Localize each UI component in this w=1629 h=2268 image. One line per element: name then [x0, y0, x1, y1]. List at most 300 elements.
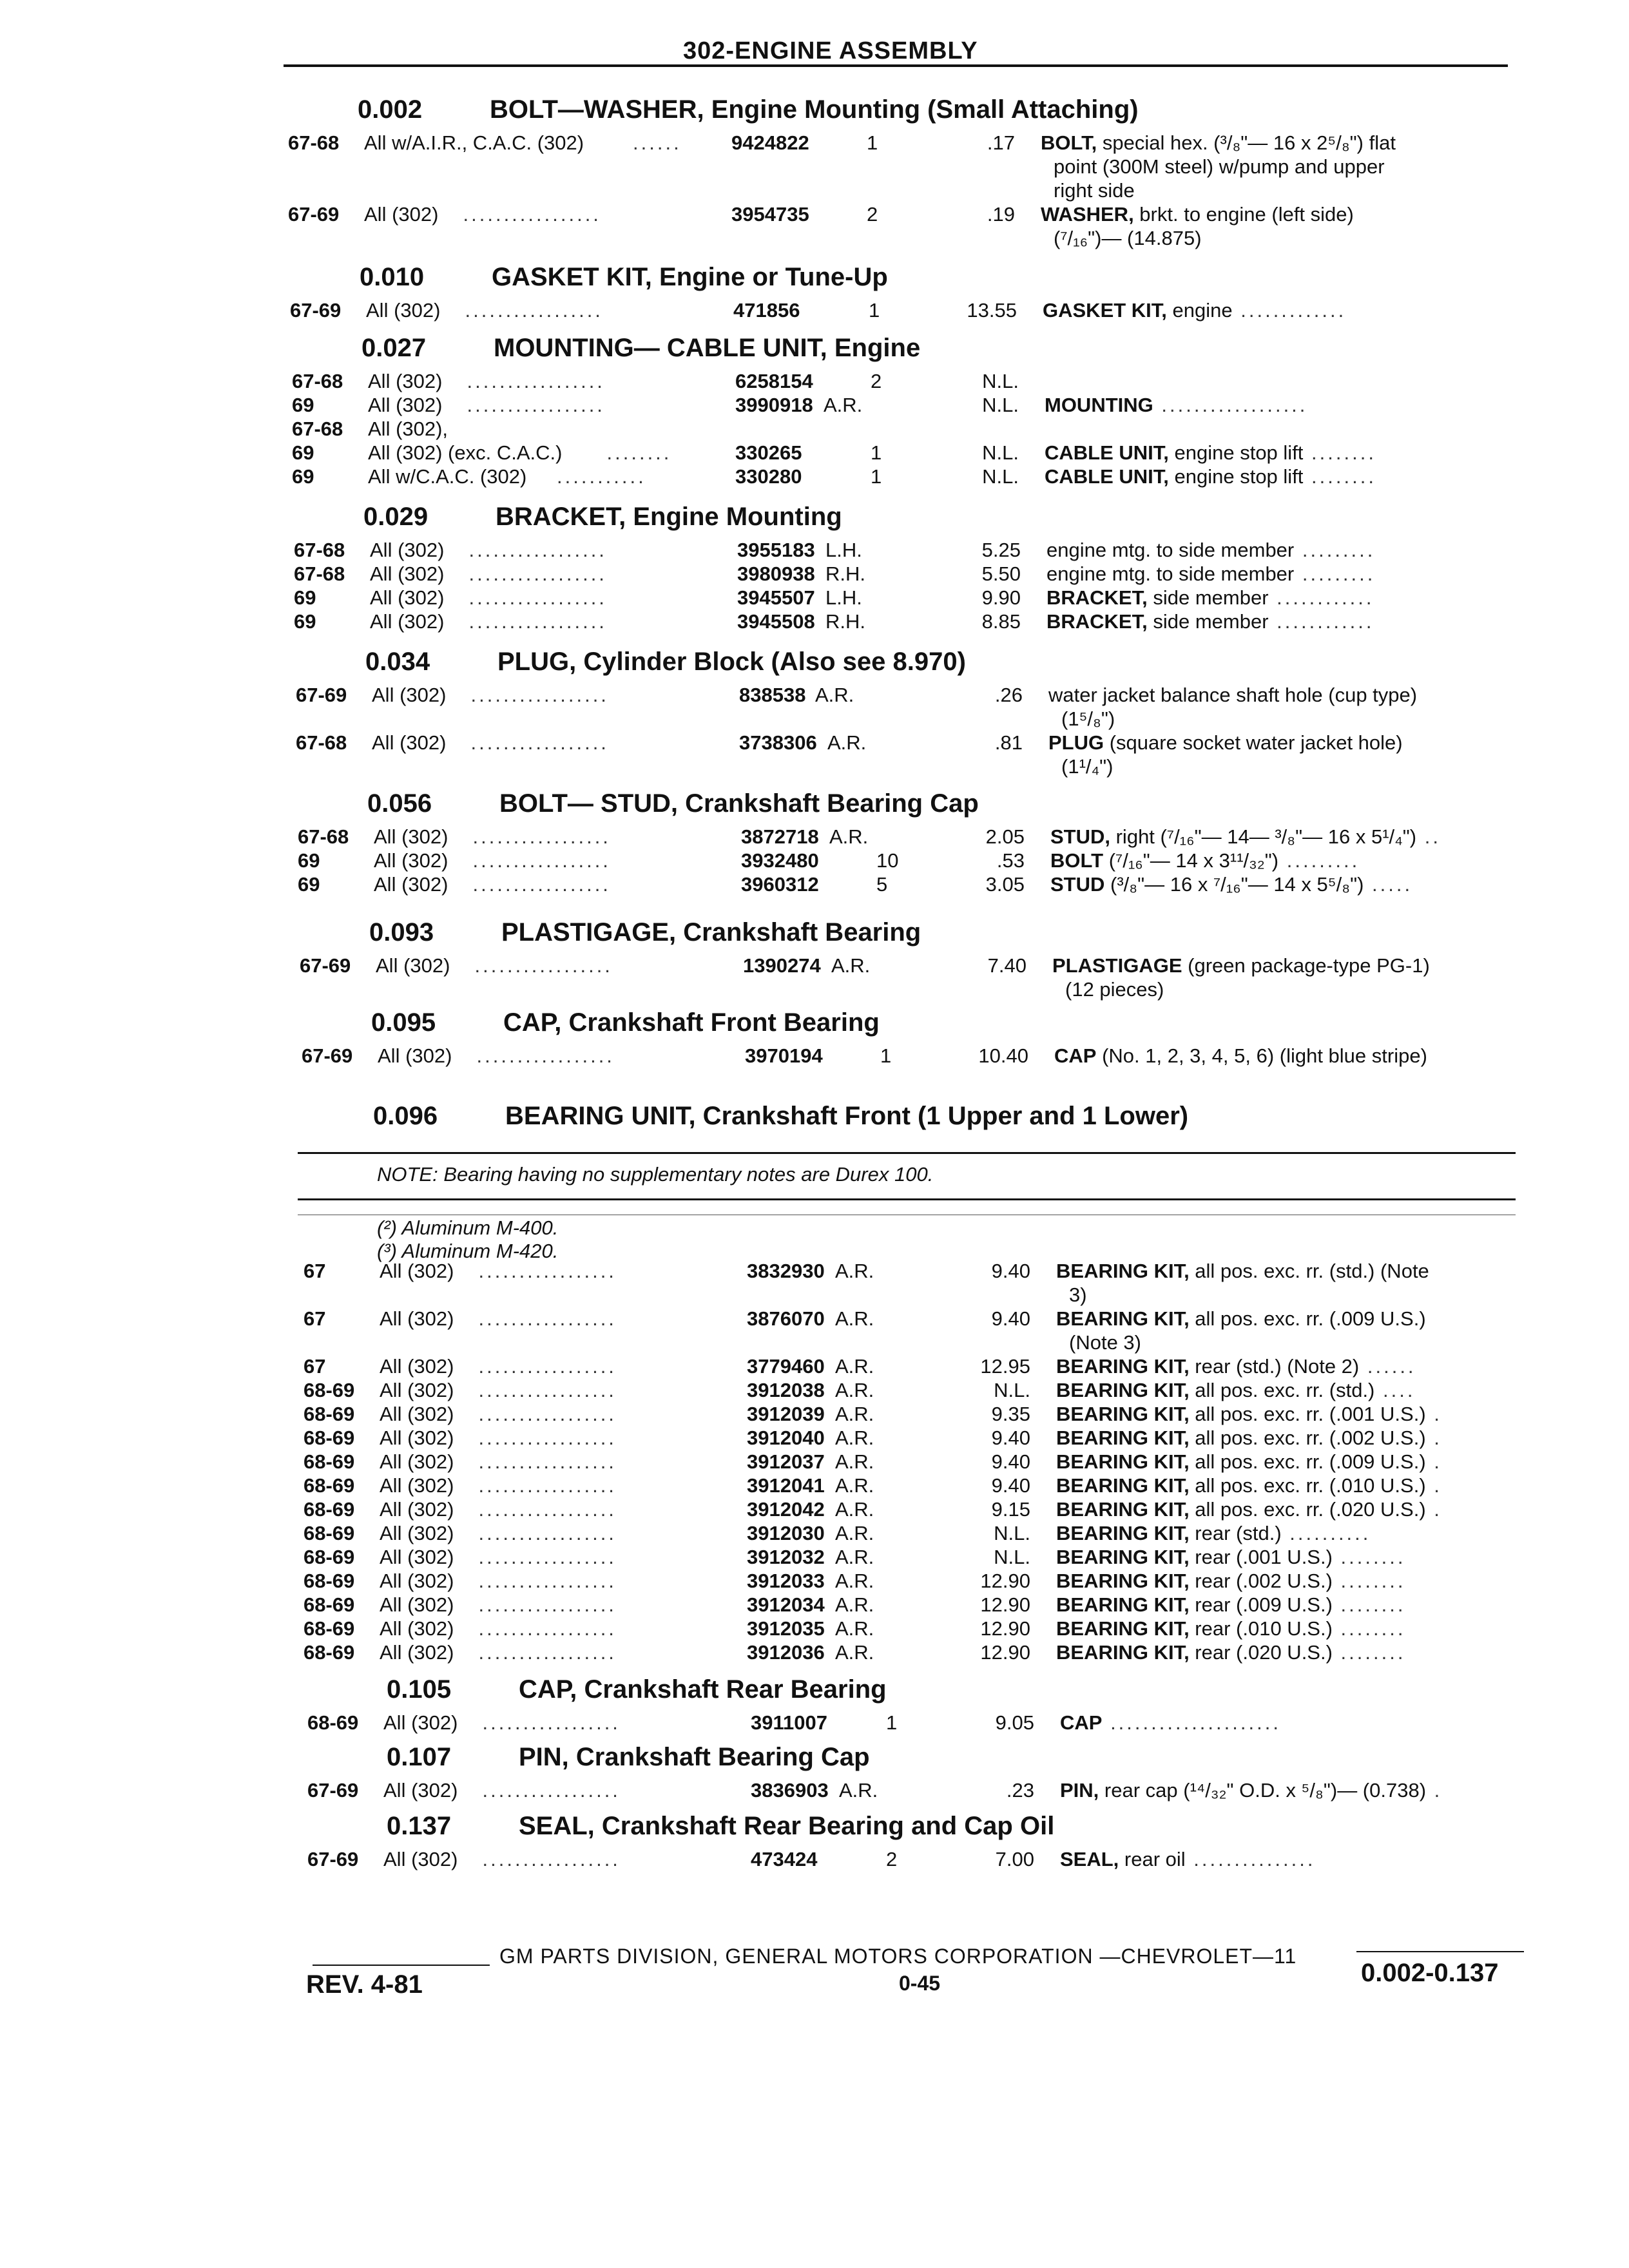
- list-price: .17: [987, 131, 1015, 154]
- model-year: 67-68: [298, 825, 349, 848]
- quantity: 2: [871, 370, 882, 392]
- description-keyword: MOUNTING: [1045, 394, 1153, 416]
- part-number: 3990918: [735, 394, 813, 416]
- leader-dots: .................: [467, 370, 605, 392]
- description-keyword: CAP: [1054, 1044, 1097, 1067]
- description: [1056, 1307, 1426, 1331]
- description: [1060, 1711, 1281, 1735]
- description-continuation: [0, 155, 1629, 181]
- description-keyword: PIN,: [1060, 1779, 1099, 1802]
- table-row: [0, 562, 1629, 588]
- table-row: [0, 610, 1629, 636]
- description-keyword: CABLE UNIT,: [1045, 465, 1169, 488]
- quantity: 5: [876, 873, 888, 896]
- description-text: right side: [1054, 179, 1135, 202]
- model-year: 67: [304, 1260, 326, 1282]
- leader-dots: .................: [478, 1498, 617, 1521]
- leader-dots: ........: [1332, 1546, 1406, 1568]
- description-text: (³/₈"— 16 x ⁷/₁₆"— 14 x 5⁵/₈"): [1104, 873, 1364, 896]
- list-price: 8.85: [981, 610, 1021, 633]
- part-number: 9424822: [731, 131, 809, 154]
- quantity: A.R.: [835, 1641, 874, 1664]
- description: [1056, 1260, 1429, 1283]
- quantity: A.R.: [835, 1522, 874, 1544]
- list-price: 12.95: [980, 1355, 1030, 1378]
- leader-dots: ........: [1332, 1593, 1406, 1616]
- table-row: [0, 1779, 1629, 1805]
- list-price: 13.55: [967, 299, 1017, 322]
- list-price: 9.40: [991, 1427, 1030, 1449]
- model-year: 67-69: [290, 299, 342, 322]
- quantity: 10: [876, 849, 899, 872]
- section-number: 0.029: [363, 503, 429, 531]
- section-title: CAP, Crankshaft Rear Bearing: [519, 1675, 887, 1704]
- leader-dots: .................: [478, 1307, 617, 1330]
- quantity: L.H.: [825, 586, 862, 609]
- part-number: 3912039: [747, 1403, 825, 1425]
- section-heading: [387, 1812, 1054, 1841]
- application: All (302): [368, 394, 443, 416]
- list-price: 7.40: [987, 954, 1027, 977]
- description: [1056, 1450, 1442, 1474]
- description-keyword: SEAL,: [1060, 1848, 1119, 1870]
- application: All (302): [380, 1307, 454, 1330]
- application: All (302): [374, 849, 448, 872]
- application: All (302): [374, 825, 448, 848]
- application: All (302): [366, 299, 441, 322]
- description-text: all pos. exc. rr. (.020 U.S.): [1189, 1498, 1426, 1521]
- leader-dots: .: [1425, 1498, 1442, 1521]
- list-price: 9.05: [995, 1711, 1034, 1734]
- list-price: 9.35: [991, 1403, 1030, 1425]
- part-number: 838538: [739, 684, 806, 706]
- description: [1046, 562, 1375, 586]
- part-number: 3912042: [747, 1498, 825, 1521]
- leader-dots: ........: [1332, 1641, 1406, 1664]
- model-year: 69: [294, 610, 316, 633]
- leader-dots: ..........: [1281, 1522, 1371, 1544]
- quantity: A.R.: [829, 825, 869, 848]
- application: All (302): [380, 1593, 454, 1616]
- description-text: rear (.001 U.S.): [1189, 1546, 1333, 1568]
- model-year: 68-69: [304, 1522, 355, 1544]
- description: [1056, 1570, 1405, 1593]
- description-text: (12 pieces): [1065, 978, 1164, 1001]
- description: [1056, 1355, 1416, 1378]
- description-text: (Note 3): [1069, 1331, 1141, 1354]
- description: [1043, 299, 1346, 322]
- description-keyword: BEARING KIT,: [1056, 1260, 1190, 1282]
- part-number: 3954735: [731, 203, 809, 226]
- leader-dots: .................: [470, 684, 609, 706]
- section-number: 0.002: [358, 95, 423, 124]
- leader-dots: .................: [478, 1403, 617, 1425]
- application: All (302): [380, 1617, 454, 1640]
- leader-dots: .................: [478, 1593, 617, 1616]
- section-title: MOUNTING— CABLE UNIT, Engine: [494, 334, 921, 362]
- leader-dots: .................: [468, 586, 607, 609]
- list-price: 12.90: [980, 1570, 1030, 1592]
- section-number: 0.034: [365, 648, 430, 676]
- section-title: PIN, Crankshaft Bearing Cap: [519, 1743, 870, 1771]
- leader-dots: .................: [478, 1379, 617, 1401]
- leader-dots: ..................: [1153, 394, 1308, 416]
- quantity: 2: [886, 1848, 898, 1870]
- description-text: rear (.002 U.S.): [1189, 1570, 1333, 1592]
- description: [1050, 873, 1412, 896]
- application: All (302): [368, 370, 443, 392]
- model-year: 67-68: [292, 370, 343, 392]
- table-row: [0, 1522, 1629, 1548]
- part-number: 3955183: [737, 539, 815, 561]
- leader-dots: ........: [1303, 441, 1376, 464]
- description-keyword: BEARING KIT,: [1056, 1379, 1190, 1401]
- table-row: [0, 539, 1629, 564]
- section-number: 0.027: [361, 334, 427, 362]
- description: [1045, 441, 1376, 465]
- section-heading: [371, 1008, 880, 1037]
- list-price: 3.05: [985, 873, 1025, 896]
- quantity: L.H.: [825, 539, 862, 561]
- section-title: GASKET KIT, Engine or Tune-Up: [492, 263, 888, 291]
- leader-dots: .................: [472, 825, 611, 848]
- section-number: 0.096: [373, 1102, 438, 1130]
- list-price: N.L.: [982, 441, 1019, 464]
- table-row: [0, 418, 1629, 443]
- description-text: engine: [1166, 299, 1233, 322]
- table-row: [0, 1260, 1629, 1285]
- page-title: 302-ENGINE ASSEMBLY: [683, 37, 978, 64]
- section-number: 0.093: [369, 918, 434, 947]
- part-number: 330265: [735, 441, 802, 464]
- part-number: 3876070: [747, 1307, 825, 1330]
- model-year: 67-69: [288, 203, 340, 226]
- application: All (302): [380, 1522, 454, 1544]
- description-keyword: BEARING KIT,: [1056, 1498, 1190, 1521]
- description-keyword: BEARING KIT,: [1056, 1355, 1190, 1378]
- description-keyword: BOLT: [1050, 849, 1104, 872]
- description-text: all pos. exc. rr. (.009 U.S.): [1189, 1450, 1426, 1473]
- list-price: N.L.: [994, 1546, 1030, 1568]
- description-continuation: [0, 1331, 1629, 1357]
- leader-dots: .................: [478, 1427, 617, 1449]
- application: All (302): [372, 731, 447, 754]
- description-keyword: BEARING KIT,: [1056, 1570, 1190, 1592]
- section-number: 0.010: [360, 263, 425, 291]
- leader-dots: .....................: [1102, 1711, 1281, 1734]
- application: All (302) (exc. C.A.C.): [368, 441, 563, 464]
- list-price: 2.05: [985, 825, 1025, 848]
- model-year: 68-69: [304, 1474, 355, 1497]
- list-price: 12.90: [980, 1593, 1030, 1616]
- part-number: 3912032: [747, 1546, 825, 1568]
- application: All (302): [380, 1403, 454, 1425]
- table-row: [0, 1570, 1629, 1595]
- part-number: 3980938: [737, 562, 815, 585]
- application: All (302): [380, 1450, 454, 1473]
- quantity: A.R.: [824, 394, 863, 416]
- quantity: A.R.: [827, 731, 867, 754]
- table-row: [0, 1307, 1629, 1333]
- model-year: 68-69: [304, 1498, 355, 1521]
- table-row: [0, 203, 1629, 229]
- description-text: 3): [1069, 1283, 1087, 1306]
- part-number: 3912030: [747, 1522, 825, 1544]
- section-title: PLASTIGAGE, Crankshaft Bearing: [501, 918, 921, 947]
- section-title: SEAL, Crankshaft Rear Bearing and Cap Oil: [519, 1812, 1055, 1840]
- leader-dots: ........: [1332, 1570, 1406, 1592]
- description-keyword: BEARING KIT,: [1056, 1522, 1190, 1544]
- model-year: 67-69: [300, 954, 351, 977]
- quantity: 1: [869, 299, 880, 322]
- list-price: 7.00: [995, 1848, 1034, 1870]
- description-text: (green package-type PG-1): [1182, 954, 1430, 977]
- list-price: N.L.: [994, 1522, 1030, 1544]
- section-title: BEARING UNIT, Crankshaft Front (1 Upper and 1 Lower): [505, 1102, 1189, 1130]
- model-year: 69: [294, 586, 316, 609]
- leader-dots: ...........: [557, 465, 646, 488]
- list-price: N.L.: [982, 394, 1019, 416]
- description: [1060, 1848, 1315, 1871]
- description: [1050, 825, 1441, 849]
- description: [1056, 1403, 1442, 1426]
- description-text: side member: [1147, 610, 1269, 633]
- model-year: 67: [304, 1307, 326, 1330]
- quantity: 2: [867, 203, 878, 226]
- quantity: A.R.: [835, 1546, 874, 1568]
- description-keyword: BEARING KIT,: [1056, 1546, 1190, 1568]
- leader-dots: .................: [478, 1522, 617, 1544]
- application: All w/C.A.C. (302): [368, 465, 527, 488]
- quantity: A.R.: [835, 1474, 874, 1497]
- leader-dots: ........: [606, 441, 672, 464]
- model-year: 67-69: [296, 684, 347, 706]
- description-keyword: BEARING KIT,: [1056, 1450, 1190, 1473]
- part-number: 6258154: [735, 370, 813, 392]
- description-continuation: [0, 227, 1629, 253]
- leader-dots: .: [1425, 1427, 1442, 1449]
- leader-dots: .................: [482, 1779, 621, 1802]
- part-number: 3945507: [737, 586, 815, 609]
- description-keyword: BEARING KIT,: [1056, 1427, 1190, 1449]
- leader-dots: .................: [478, 1474, 617, 1497]
- application: All (302): [380, 1498, 454, 1521]
- model-year: 68-69: [304, 1641, 355, 1664]
- quantity: A.R.: [835, 1307, 874, 1330]
- quantity: A.R.: [835, 1593, 874, 1616]
- part-number: 3912036: [747, 1641, 825, 1664]
- bearing-note: NOTE: Bearing having no supplementary notes are Durex 100.: [377, 1163, 934, 1186]
- description-continuation: [0, 179, 1629, 205]
- list-price: N.L.: [994, 1379, 1030, 1401]
- description: [1045, 394, 1307, 417]
- description-text: engine mtg. to side member: [1046, 562, 1295, 585]
- quantity: A.R.: [815, 684, 854, 706]
- description-text: rear (.020 U.S.): [1189, 1641, 1333, 1664]
- model-year: 68-69: [304, 1593, 355, 1616]
- table-row: [0, 1617, 1629, 1643]
- application: All (302): [378, 1044, 452, 1067]
- model-year: 68-69: [304, 1450, 355, 1473]
- list-price: N.L.: [982, 465, 1019, 488]
- model-year: 68-69: [307, 1711, 359, 1734]
- application: All (302): [380, 1474, 454, 1497]
- model-year: 68-69: [304, 1379, 355, 1401]
- description-keyword: PLASTIGAGE: [1052, 954, 1182, 977]
- application: All (302): [380, 1379, 454, 1401]
- leader-dots: ..: [1416, 825, 1441, 848]
- section-title: PLUG, Cylinder Block (Also see 8.970): [497, 648, 966, 676]
- leader-dots: .: [1425, 1450, 1442, 1473]
- quantity: A.R.: [839, 1779, 878, 1802]
- application: All (302): [380, 1546, 454, 1568]
- model-year: 68-69: [304, 1546, 355, 1568]
- list-price: 5.25: [981, 539, 1021, 561]
- description-text: (1⁵/₈"): [1061, 707, 1115, 730]
- footer-publisher: GM PARTS DIVISION, GENERAL MOTORS CORPORATION —CHEVROLET—11: [499, 1945, 1297, 1968]
- list-price: 9.40: [991, 1450, 1030, 1473]
- description-text: all pos. exc. rr. (.009 U.S.): [1189, 1307, 1426, 1330]
- section-number: 0.095: [371, 1008, 436, 1037]
- table-row: [0, 1427, 1629, 1452]
- section-heading: [363, 503, 842, 532]
- leader-dots: .................: [474, 954, 613, 977]
- model-year: 67-68: [288, 131, 340, 154]
- list-price: 9.40: [991, 1260, 1030, 1282]
- description: [1056, 1617, 1405, 1640]
- description: [1056, 1379, 1415, 1402]
- application: All (302): [372, 684, 447, 706]
- part-number: 471856: [733, 299, 800, 322]
- description-text: engine mtg. to side member: [1046, 539, 1295, 561]
- description-keyword: BRACKET,: [1046, 586, 1148, 609]
- table-row: [0, 731, 1629, 757]
- table-row: [0, 370, 1629, 396]
- leader-dots: .................: [470, 731, 609, 754]
- model-year: 69: [292, 441, 314, 464]
- model-year: 68-69: [304, 1570, 355, 1592]
- description: [1056, 1427, 1442, 1450]
- description-text: all pos. exc. rr. (std.) (Note: [1189, 1260, 1429, 1282]
- part-number: 3912038: [747, 1379, 825, 1401]
- quantity: A.R.: [835, 1403, 874, 1425]
- table-row: [0, 873, 1629, 899]
- table-row: [0, 1379, 1629, 1405]
- description-text: all pos. exc. rr. (.002 U.S.): [1189, 1427, 1426, 1449]
- part-number: 3832930: [747, 1260, 825, 1282]
- section-title: BOLT—WASHER, Engine Mounting (Small Attaching): [490, 95, 1139, 124]
- description-text: all pos. exc. rr. (std.): [1189, 1379, 1375, 1401]
- leader-dots: .: [1426, 1779, 1443, 1802]
- part-number: 3912035: [747, 1617, 825, 1640]
- leader-dots: .................: [468, 539, 607, 561]
- description-text: water jacket balance shaft hole (cup type): [1048, 684, 1418, 706]
- section-number: 0.137: [387, 1812, 452, 1840]
- table-row: [0, 441, 1629, 467]
- quantity: A.R.: [835, 1498, 874, 1521]
- description-keyword: BEARING KIT,: [1056, 1403, 1190, 1425]
- footer-page-number: 0-45: [899, 1972, 941, 1995]
- section-heading: [365, 648, 966, 677]
- quantity: 1: [880, 1044, 892, 1067]
- table-row: [0, 1711, 1629, 1737]
- model-year: 68-69: [304, 1427, 355, 1449]
- model-year: 67: [304, 1355, 326, 1378]
- description-text: brkt. to engine (left side): [1133, 203, 1354, 226]
- description: [1054, 1044, 1427, 1068]
- leader-dots: .................: [482, 1848, 621, 1870]
- quantity: A.R.: [835, 1570, 874, 1592]
- table-row: [0, 1403, 1629, 1428]
- leader-dots: ........: [1332, 1617, 1406, 1640]
- application: All (302): [380, 1260, 454, 1282]
- title-rule: [284, 64, 1508, 67]
- description: [1046, 539, 1375, 562]
- application: All (302): [370, 539, 445, 561]
- list-price: .81: [994, 731, 1023, 754]
- bearing-mid-rule: [298, 1198, 1516, 1200]
- leader-dots: ............: [1268, 586, 1374, 609]
- table-row: [0, 394, 1629, 419]
- description: [1052, 954, 1430, 977]
- list-price: 9.15: [991, 1498, 1030, 1521]
- table-row: [0, 465, 1629, 491]
- model-year: 67-68: [294, 562, 345, 585]
- description-text: rear cap (¹⁴/₃₂" O.D. x ⁵/₈")— (0.738): [1099, 1779, 1427, 1802]
- application: All (302): [380, 1570, 454, 1592]
- quantity: A.R.: [835, 1427, 874, 1449]
- model-year: 69: [298, 873, 320, 896]
- table-row: [0, 684, 1629, 709]
- description-text: special hex. (³/₈"— 16 x 2⁵/₈") flat: [1097, 131, 1396, 154]
- description-keyword: STUD,: [1050, 825, 1110, 848]
- description-text: rear (std.): [1189, 1522, 1282, 1544]
- model-year: 67-68: [294, 539, 345, 561]
- section-title: BOLT— STUD, Crankshaft Bearing Cap: [499, 789, 979, 818]
- quantity: 1: [871, 441, 882, 464]
- leader-dots: .................: [478, 1641, 617, 1664]
- description-text: (⁷/₁₆"— 14 x 3¹¹/₃₂"): [1103, 849, 1279, 872]
- leader-dots: .................: [463, 203, 601, 226]
- list-price: .23: [1006, 1779, 1034, 1802]
- description-text: side member: [1147, 586, 1269, 609]
- description-keyword: CAP: [1060, 1711, 1103, 1734]
- model-year: 69: [292, 465, 314, 488]
- list-price: 12.90: [980, 1641, 1030, 1664]
- model-year: 67-68: [296, 731, 347, 754]
- description-text: all pos. exc. rr. (.010 U.S.): [1189, 1474, 1426, 1497]
- section-heading: [373, 1102, 1188, 1131]
- description-keyword: WASHER,: [1041, 203, 1134, 226]
- leader-dots: .........: [1294, 539, 1376, 561]
- leader-dots: .............: [1232, 299, 1347, 322]
- model-year: 67-69: [302, 1044, 353, 1067]
- leader-dots: .........: [1278, 849, 1360, 872]
- application: All (302): [380, 1355, 454, 1378]
- part-number: 330280: [735, 465, 802, 488]
- description-keyword: BOLT,: [1041, 131, 1097, 154]
- leader-dots: .................: [465, 299, 603, 322]
- section-title: CAP, Crankshaft Front Bearing: [503, 1008, 880, 1037]
- leader-dots: .................: [478, 1260, 617, 1282]
- description: [1056, 1593, 1405, 1617]
- leader-dots: .................: [467, 394, 605, 416]
- description-continuation: [0, 707, 1629, 733]
- description: [1041, 203, 1354, 226]
- description-keyword: STUD: [1050, 873, 1105, 896]
- part-number: 1390274: [743, 954, 821, 977]
- leader-dots: .................: [476, 1044, 615, 1067]
